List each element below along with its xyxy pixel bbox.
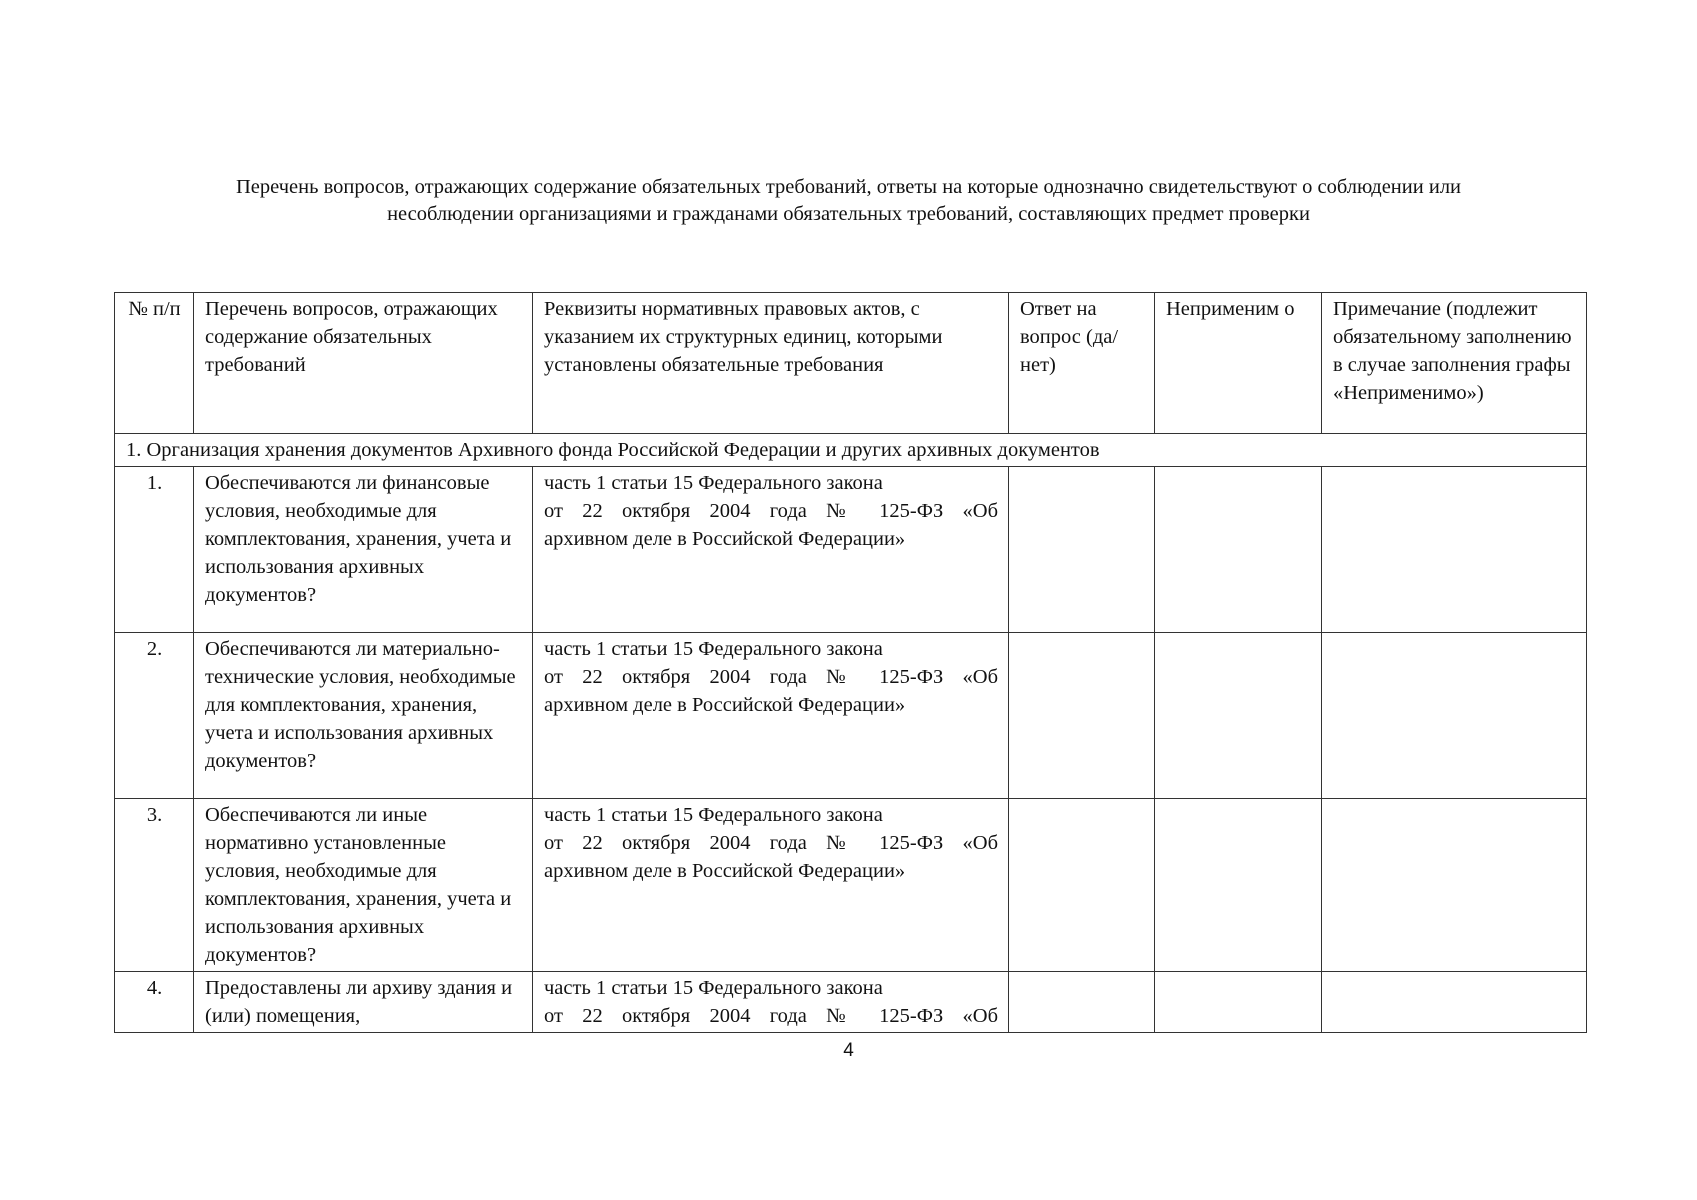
table-row xyxy=(115,972,1587,1033)
row-requisites xyxy=(533,633,1009,799)
header-questions: Перечень вопросов, отражающих содержание обязательных требований xyxy=(194,293,533,434)
row-number: 1. xyxy=(115,467,194,633)
row-answer-cell[interactable] xyxy=(1009,972,1155,1033)
row-note-cell[interactable] xyxy=(1322,467,1587,633)
law-line-1: часть 1 статьи 15 Федерального закона xyxy=(544,977,883,999)
law-line-1: часть 1 статьи 15 Федерального закона xyxy=(544,472,883,494)
row-question: Предоставлены ли архиву здания и (или) помещения, xyxy=(194,972,533,1033)
row-requisites xyxy=(533,467,1009,633)
document-title xyxy=(100,174,1597,228)
document-title-line-1: Перечень вопросов, отражающих содержание обязательных требований, ответы на которые однозначно свидетельствуют о соблюдении или xyxy=(235,176,1462,198)
row-number: 2. xyxy=(115,633,194,799)
document-title-line-2: несоблюдении организациями и гражданами обязательных требований, составляющих предмет проверки xyxy=(387,203,1310,225)
requirements-table xyxy=(114,292,1587,1033)
header-num: № п/п xyxy=(115,293,194,434)
law-line-1: часть 1 статьи 15 Федерального закона xyxy=(544,638,883,660)
section-title: 1. Организация хранения документов Архивного фонда Российской Федерации и других архивных документов xyxy=(115,434,1587,467)
law-line-2: от 22 октября 2004 года № 125-ФЗ «Об xyxy=(544,1005,998,1027)
law-line-3: архивном деле в Российской Федерации» xyxy=(544,694,906,716)
law-line-2: от 22 октября 2004 года № 125-ФЗ «Об xyxy=(544,666,998,688)
row-not-applicable-cell[interactable] xyxy=(1155,799,1322,972)
row-not-applicable-cell[interactable] xyxy=(1155,972,1322,1033)
table-header-row xyxy=(115,293,1587,434)
header-requisites: Реквизиты нормативных правовых актов, с указанием их структурных единиц, которыми установлены обязательные требования xyxy=(533,293,1009,434)
row-question: Обеспечиваются ли финансовые условия, необходимые для комплектования, хранения, учета и использования архивных документов? xyxy=(194,467,533,633)
row-requisites xyxy=(533,799,1009,972)
law-line-3: архивном деле в Российской Федерации» xyxy=(544,528,906,550)
row-answer-cell[interactable] xyxy=(1009,467,1155,633)
row-answer-cell[interactable] xyxy=(1009,633,1155,799)
row-not-applicable-cell[interactable] xyxy=(1155,467,1322,633)
row-note-cell[interactable] xyxy=(1322,972,1587,1033)
row-number: 3. xyxy=(115,799,194,972)
row-not-applicable-cell[interactable] xyxy=(1155,633,1322,799)
row-question: Обеспечиваются ли материально-технические условия, необходимые для комплектования, хранения, учета и использования архивных документов? xyxy=(194,633,533,799)
table-row xyxy=(115,799,1587,972)
section-row xyxy=(115,434,1587,467)
row-note-cell[interactable] xyxy=(1322,633,1587,799)
row-question: Обеспечиваются ли иные нормативно установленные условия, необходимые для комплектования, хранения, учета и использования архивных документов? xyxy=(194,799,533,972)
law-line-2: от 22 октября 2004 года № 125-ФЗ «Об xyxy=(544,832,998,854)
row-note-cell[interactable] xyxy=(1322,799,1587,972)
law-line-2: от 22 октября 2004 года № 125-ФЗ «Об xyxy=(544,500,998,522)
page-number: 4 xyxy=(843,1040,854,1061)
table-row xyxy=(115,467,1587,633)
header-note: Примечание (подлежит обязательному заполнению в случае заполнения графы «Неприменимо») xyxy=(1322,293,1587,434)
law-line-3: архивном деле в Российской Федерации» xyxy=(544,860,906,882)
header-not-applicable: Неприменим о xyxy=(1155,293,1322,434)
table-row xyxy=(115,633,1587,799)
header-answer: Ответ на вопрос (да/нет) xyxy=(1009,293,1155,434)
law-line-1: часть 1 статьи 15 Федерального закона xyxy=(544,804,883,826)
row-requisites xyxy=(533,972,1009,1033)
row-number: 4. xyxy=(115,972,194,1033)
row-answer-cell[interactable] xyxy=(1009,799,1155,972)
